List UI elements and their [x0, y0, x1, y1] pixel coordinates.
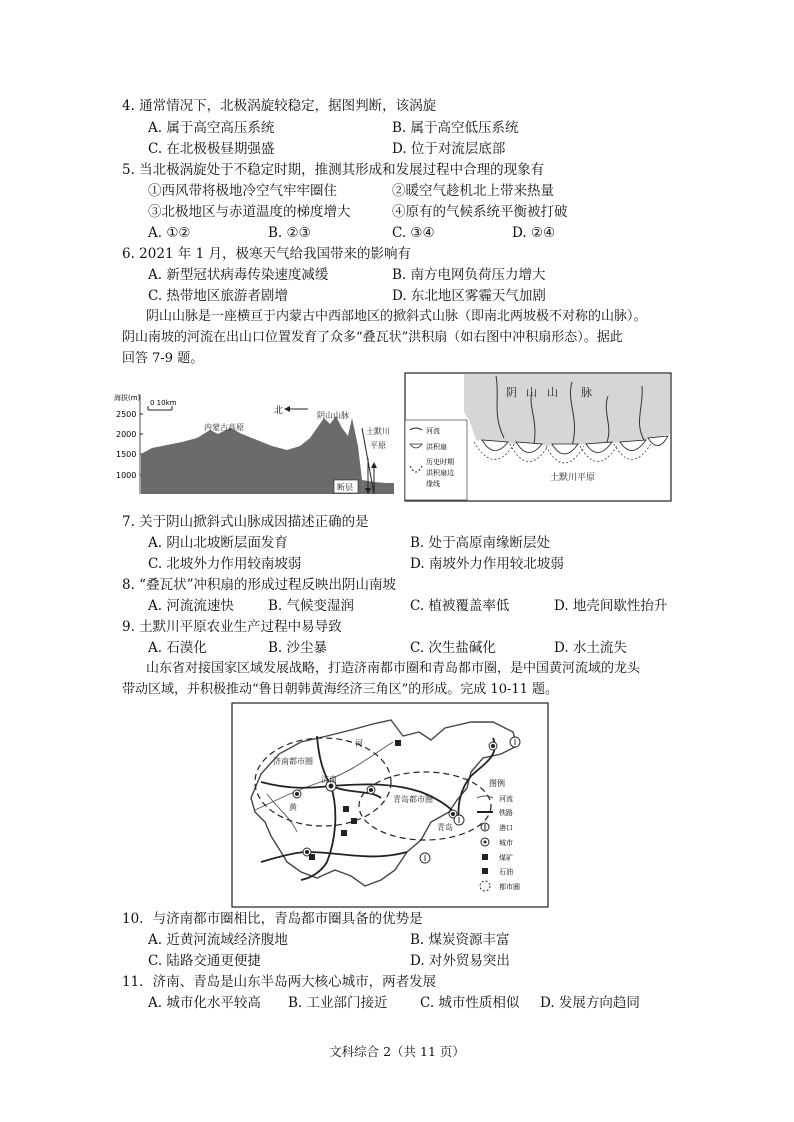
map-label-river-1: 河	[355, 739, 363, 748]
north-arrow	[274, 404, 308, 416]
intro-shandong-line-1: 山东省对接国家区域发展战略，打造济南都市圈和青岛都市圈，是中国黄河流域的龙头	[146, 661, 641, 676]
profile-label-plateau: 内蒙古高原	[204, 423, 244, 432]
q6-stem: 6. 2021 年 1 月，极寒天气给我国带来的影响有	[122, 246, 411, 262]
q7-option-b: B. 处于高原南缘断层处	[410, 535, 551, 551]
map-label-mai: 脉	[581, 386, 592, 399]
q10-option-b: B. 煤炭资源丰富	[410, 932, 510, 948]
q5-statement-2: ②暖空气趁机北上带来热量	[392, 183, 554, 199]
q9-stem: 9. 土默川平原农业生产过程中易导致	[122, 619, 342, 635]
legend-coal: 煤矿	[499, 854, 513, 862]
legend-coal-icon	[482, 854, 488, 860]
legend-old-edge-label-2: 洪积扇边	[426, 469, 454, 477]
q7-option-d: D. 南坡外力作用较北坡弱	[410, 556, 564, 572]
profile-label-plain-1: 土默川	[366, 427, 390, 436]
map-label-jinan: 济南	[321, 775, 337, 784]
svg-text:0 10km: 0 10km	[150, 399, 177, 407]
profile-tick-1000: 1000	[116, 471, 137, 480]
q11-option-a: A. 城市化水平较高	[148, 995, 261, 1011]
q5-option-d: D. ②④	[512, 225, 556, 241]
legend-oil: 石油	[499, 868, 513, 876]
map-label-plain: 土默川平原	[550, 473, 596, 483]
yinshan-profile-figure	[112, 388, 394, 500]
q6-option-c: C. 热带地区旅游者剧增	[148, 288, 288, 304]
map-label-qingdao: 青岛	[437, 823, 453, 832]
q5-statement-3: ③北极地区与赤道温度的梯度增大	[148, 204, 351, 220]
q8-option-b: B. 气候变湿润	[268, 598, 355, 614]
q8-option-a: A. 河流流速快	[148, 598, 234, 614]
q10-option-a: A. 近黄河流域经济腹地	[148, 932, 288, 948]
q8-option-c: C. 植被覆盖率低	[410, 598, 510, 614]
q5-statement-1: ①西风带将极地冷空气牢牢圈住	[148, 183, 337, 199]
legend-railway: 铁路	[499, 809, 513, 817]
legend-metro: 都市圈	[499, 883, 520, 891]
legend-port: 港口	[499, 824, 513, 832]
q6-option-b: B. 南方电网负荷压力增大	[392, 267, 546, 283]
profile-plain-terrain	[362, 480, 394, 494]
q4-option-c: C. 在北极极昼期强盛	[148, 141, 275, 157]
q4-option-a: A. 属于高空高压系统	[148, 120, 275, 136]
shandong-map	[231, 702, 549, 908]
q11-stem: 11．济南、青岛是山东半岛两大核心城市，两者发展	[122, 974, 437, 990]
q7-option-c: C. 北坡外力作用较南坡弱	[148, 556, 302, 572]
map-label-river-2: 黄	[289, 803, 297, 812]
q9-option-a: A. 石漠化	[148, 640, 207, 656]
q9-option-b: B. 沙尘暴	[268, 640, 328, 656]
legend-title: 图例	[489, 779, 505, 788]
alluvial-fan-map	[404, 372, 672, 502]
q8-stem: 8. “叠瓦状”冲积扇的形成过程反映出阴山南坡	[122, 577, 396, 593]
profile-label-plain-2: 平原	[370, 441, 386, 450]
intro-shandong-line-2: 带动区域，并积极推动“鲁日朝韩黄海经济三角区”的形成。完成 10-11 题。	[122, 682, 559, 697]
legend-city: 城市	[499, 839, 513, 847]
page-footer: 文科综合 2（共 11 页）	[329, 1044, 465, 1059]
map-label-jinan-circle: 济南都市圈	[273, 757, 313, 766]
profile-label-fault: 断层	[337, 483, 353, 492]
q5-option-c: C. ③④	[392, 225, 435, 241]
q11-option-b: B. 工业部门接近	[288, 995, 388, 1011]
q11-option-c: C. 城市性质相似	[420, 995, 520, 1011]
intro-yinshan-line-3: 回答 7-9 题。	[122, 351, 204, 366]
q8-option-d: D. 地壳间歇性抬升	[554, 598, 668, 614]
q10-option-d: D. 对外贸易突出	[410, 953, 510, 969]
intro-yinshan-line-1: 阴山山脉是一座横亘于内蒙古中西部地区的掀斜式山脉（即南北两坡极不对称的山脉）。	[146, 309, 647, 324]
q10-option-c: C. 陆路交通更便捷	[148, 953, 261, 969]
q9-option-c: C. 次生盐碱化	[410, 640, 496, 656]
legend-river: 河流	[499, 795, 513, 803]
oil-field	[343, 806, 349, 812]
profile-tick-1500: 1500	[116, 450, 137, 459]
q7-stem: 7. 关于阴山掀斜式山脉成因描述正确的是	[122, 514, 369, 530]
intro-yinshan-line-2: 阴山南坡的河流在出山口位置发育了众多“叠瓦状”洪积扇（如右图中冲积扇形态）。据此	[122, 330, 623, 345]
q5-statement-4: ④原有的气候系统平衡被打破	[392, 204, 568, 220]
q11-option-d: D. 发展方向趋同	[540, 995, 640, 1011]
q9-option-d: D. 水土流失	[554, 640, 627, 656]
q6-option-a: A. 新型冠状病毒传染速度减缓	[148, 267, 329, 283]
map-label-yin: 阴	[506, 386, 517, 399]
legend-old-edge-label-3: 缘线	[426, 480, 440, 488]
q4-option-d: D. 位于对流层底部	[392, 141, 506, 157]
legend-oil-icon	[482, 868, 488, 874]
profile-label-mountain: 阴山山脉	[317, 411, 349, 420]
q4-option-b: B. 属于高空低压系统	[392, 120, 519, 136]
q7-option-a: A. 阴山北坡断层面发育	[148, 535, 288, 551]
profile-y-unit: 海拔(m)	[114, 394, 141, 402]
profile-tick-2500: 2500	[116, 410, 137, 419]
q5-option-b: B. ②③	[268, 225, 311, 241]
map-label-shan-1: 山	[526, 386, 537, 399]
svg-text:北: 北	[274, 406, 284, 416]
mountain-area	[464, 374, 670, 446]
q5-stem: 5. 当北极涡旋处于不稳定时期，推测其形成和发展过程中合理的现象有	[122, 162, 545, 178]
map-label-qingdao-circle: 青岛都市圈	[393, 795, 433, 804]
q5-option-a: A. ①②	[148, 225, 191, 241]
profile-scale-bar	[148, 399, 177, 410]
q10-stem: 10．与济南都市圈相比，青岛都市圈具备的优势是	[122, 911, 423, 927]
profile-tick-2000: 2000	[116, 430, 137, 439]
legend-old-edge-label-1: 历史时期	[426, 458, 454, 466]
q4-stem: 4. 通常情况下，北极涡旋较稳定，据图判断，该涡旋	[122, 98, 437, 114]
profile-terrain	[141, 416, 363, 494]
legend-river-label: 河流	[426, 427, 440, 435]
q6-option-d: D. 东北地区雾霾天气加剧	[392, 288, 546, 304]
map-label-shan-2: 山	[547, 386, 558, 399]
legend-fan-label: 洪积扇	[426, 443, 447, 451]
